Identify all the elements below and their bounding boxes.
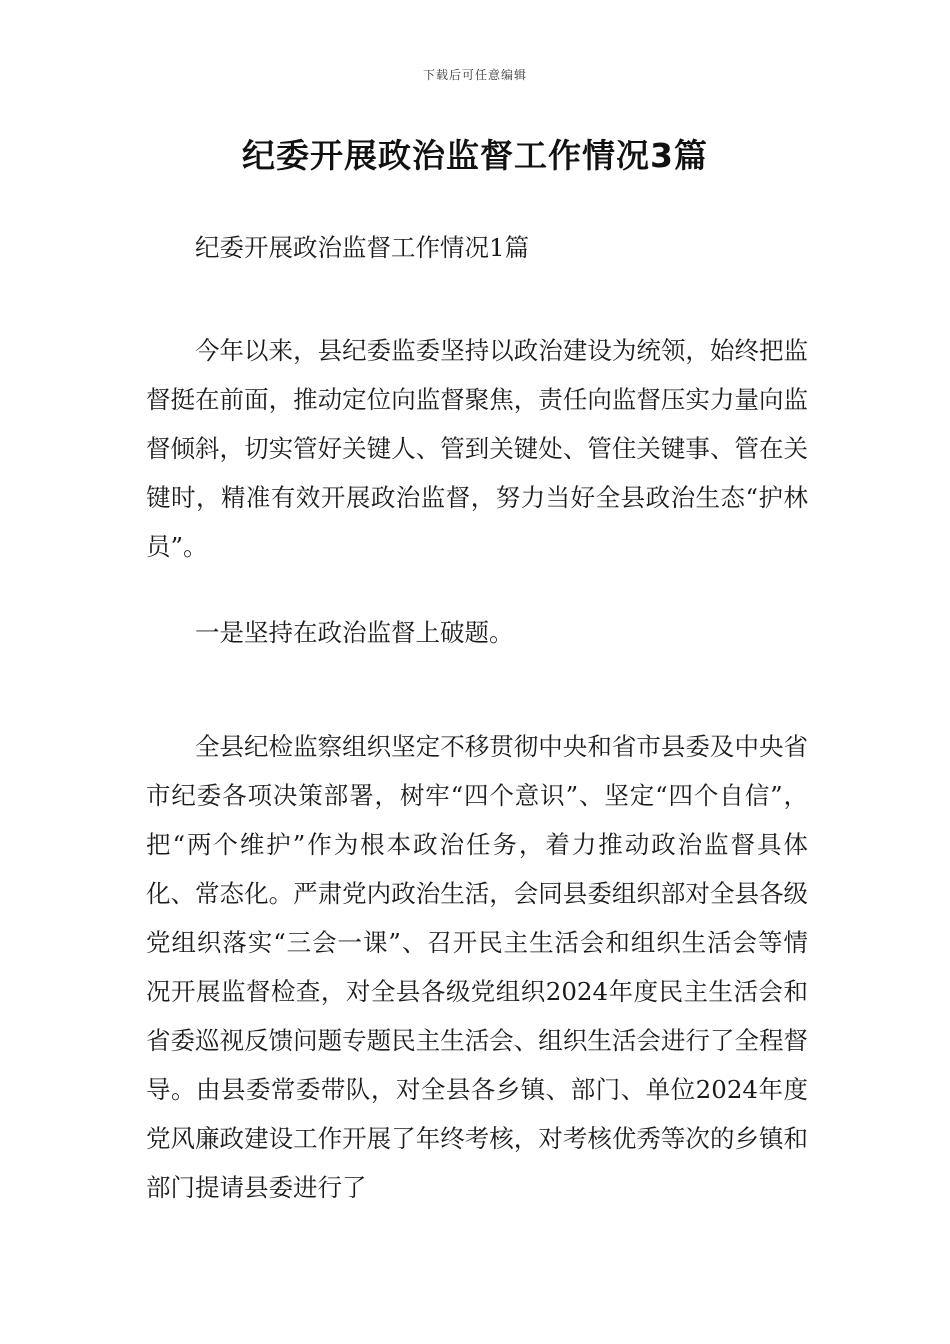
- paragraph-detail: 全县纪检监察组织坚定不移贯彻中央和省市县委及中央省市纪委各项决策部署，树牢“四个意识”、坚定“四个自信”，把“两个维护”作为根本政治任务，着力推动政治监督具体化、常态化。严肃党内政治生活，会同县委组织部对全县各级党组织落实“三会一课”、召开民主生活会和组织生活会等情况开展监督检查，对全县各级党组织2024年度民主生活会和省委巡视反馈问题专题民主生活会、组织生活会进行了全程督导。由县委常委带队，对全县各乡镇、部门、单位2024年度党风廉政建设工作开展了年终考核，对考核优秀等次的乡镇和部门提请县委进行了: [146, 732, 808, 1202]
- section-heading: 纪委开展政治监督工作情况1篇: [195, 233, 530, 262]
- paragraph-intro: 今年以来，县纪委监委坚持以政治建设为统领，始终把监督挺在前面，推动定位向监督聚焦，责任向监督压实力量向监督倾斜，切实管好关键人、管到关键处、管住关键事、管在关键时，精准有效开展政治监督，努力当好全县政治生态“护林员”。: [146, 336, 808, 561]
- paragraph-point-one: 一是坚持在政治监督上破题。: [195, 618, 514, 647]
- header-note: 下载后可任意编辑: [422, 68, 527, 82]
- document-title: 纪委开展政治监督工作情况3篇: [242, 136, 708, 175]
